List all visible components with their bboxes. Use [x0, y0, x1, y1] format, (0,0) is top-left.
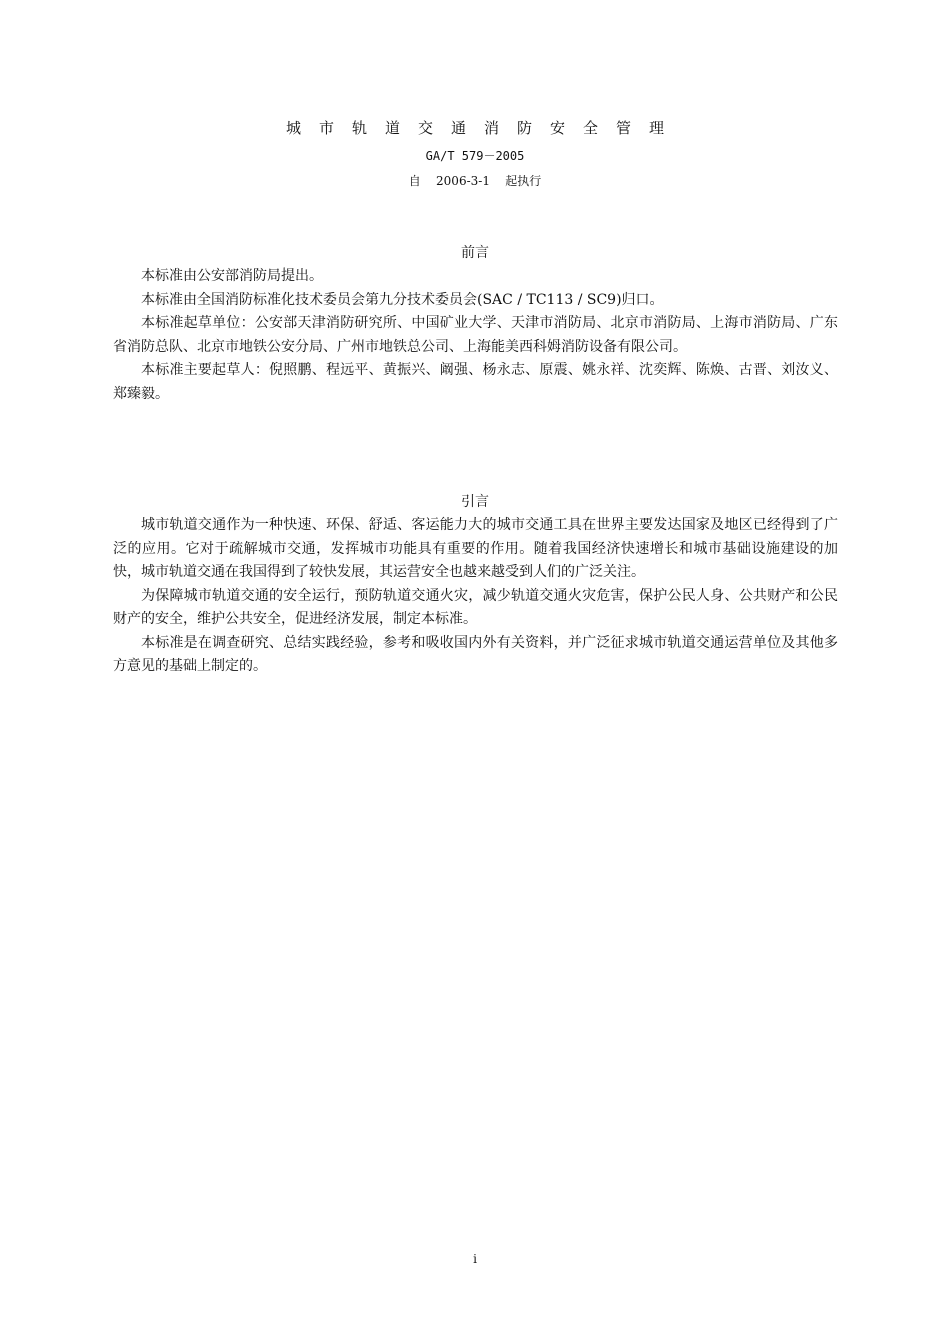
introduction-paragraph: 城市轨道交通作为一种快速、环保、舒适、客运能力大的城市交通工具在世界主要发达国家及地区已经得到了广泛的应用。它对于疏解城市交通，发挥城市功能具有重要的作用。随着我国经济快速增长和城市基础设施建设的加快，城市轨道交通在我国得到了较快发展，其运营安全也越来越受到人们的广泛关注。 [113, 517, 838, 580]
foreword-paragraph: 本标准起草单位：公安部天津消防研究所、中国矿业大学、天津市消防局、北京市消防局、上海市消防局、广东省消防总队、北京市地铁公安分局、广州市地铁总公司、上海能美西科姆消防设备有限公司。 [113, 315, 838, 355]
page-number: i [473, 1252, 477, 1266]
introduction-paragraph: 为保障城市轨道交通的安全运行，预防轨道交通火灾，减少轨道交通火灾危害，保护公民人身、公共财产和公民财产的安全，维护公共安全，促进经济发展，制定本标准。 [113, 587, 838, 627]
foreword-paragraph: 本标准由全国消防标准化技术委员会第九分技术委员会(SAC / TC113 / SC9)归口。 [141, 291, 664, 308]
foreword-paragraph: 本标准主要起草人：倪照鹏、程远平、黄振兴、阚强、杨永志、原震、姚永祥、沈奕辉、陈焕、古晋、刘汝义、郑臻毅。 [113, 362, 838, 402]
foreword-paragraph: 本标准由公安部消防局提出。 [141, 268, 323, 284]
foreword-heading: 前言 [461, 245, 489, 261]
introduction-paragraph: 本标准是在调查研究、总结实践经验，参考和吸收国内外有关资料，并广泛征求城市轨道交通运营单位及其他多方意见的基础上制定的。 [113, 634, 838, 674]
introduction-heading: 引言 [461, 494, 489, 510]
introduction-body [113, 514, 838, 679]
effective-date: 自 2006-3-1 起执行 [408, 174, 542, 188]
foreword-body [113, 265, 838, 406]
document-title: 城市轨道交通消防安全管理 [285, 119, 682, 137]
standard-code: GA/T 579－2005 [425, 149, 525, 163]
